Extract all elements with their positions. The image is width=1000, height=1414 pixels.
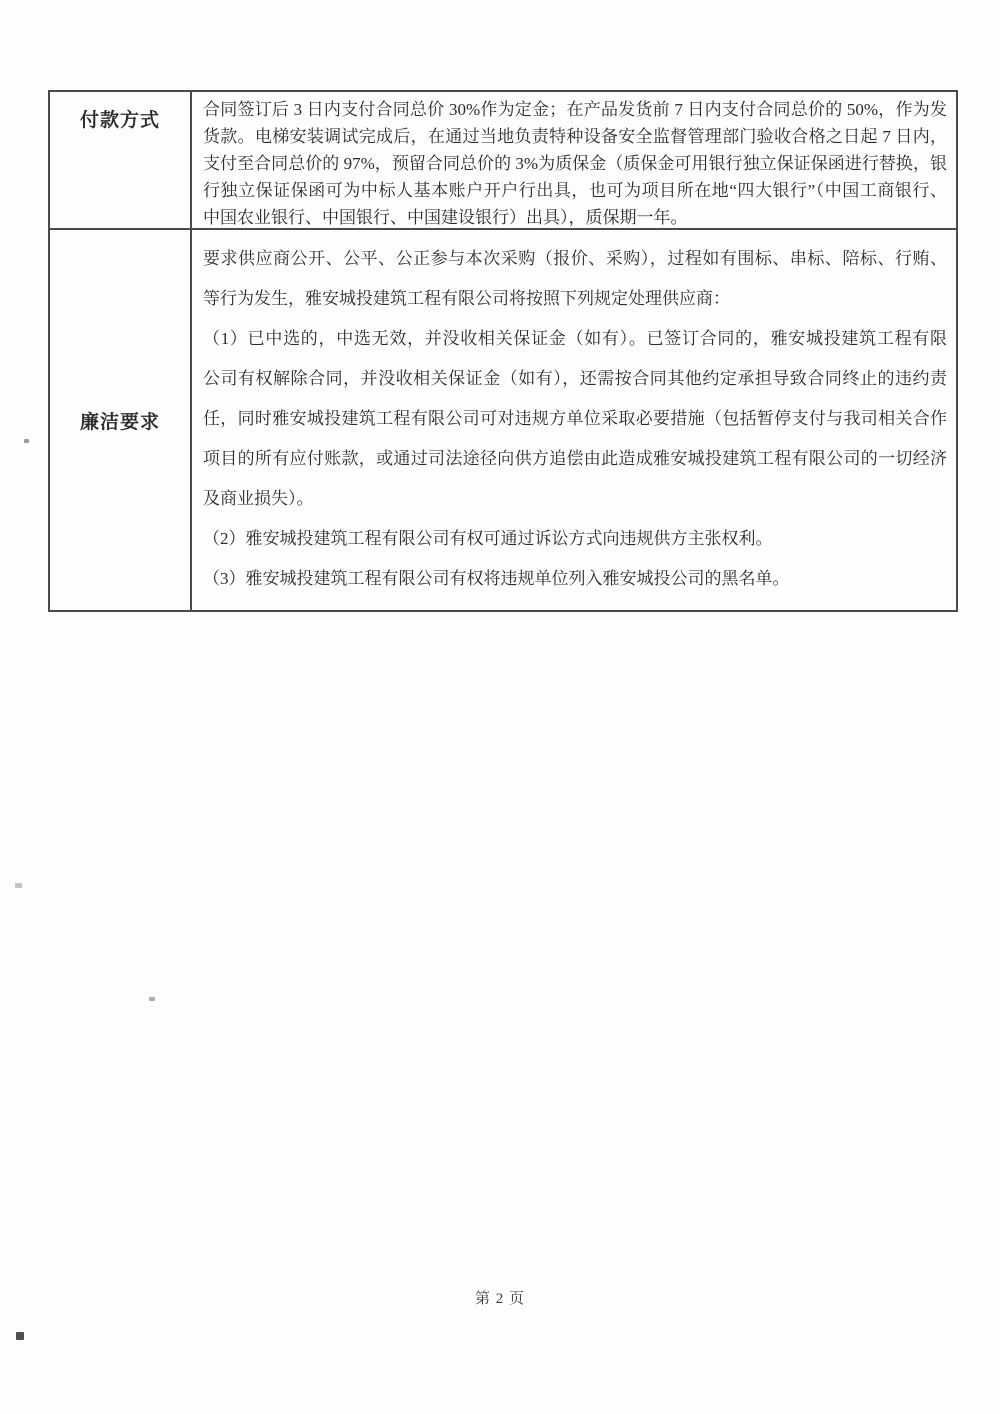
payment-method-content <box>192 92 956 228</box>
payment-text-line: 货款。电梯安装调试完成后，在通过当地负责特种设备安全监督管理部门验收合格之日起 7 日内， <box>203 127 947 146</box>
payment-method-label: 付款方式 <box>50 92 192 228</box>
integrity-text-line: 要求供应商公开、公平、公正参与本次采购（报价、采购），过程如有围标、串标、陪标、行贿、 <box>203 249 947 268</box>
integrity-text-line: （2）雅安城投建筑工程有限公司有权可通过诉讼方式向违规供方主张权利。 <box>203 529 773 548</box>
payment-text-line: 合同签订后 3 日内支付合同总价 30%作为定金；在产品发货前 7 日内支付合同总价的 50%，作为发 <box>203 100 947 119</box>
payment-text-line: 行独立保证保函可为中标人基本账户开户行出具，也可为项目所在地“四大银行”（中国工商银行、 <box>203 181 947 200</box>
scan-artifact <box>15 883 22 888</box>
table-row-integrity-requirements <box>50 228 956 610</box>
scan-artifact <box>24 439 29 443</box>
table-row-payment-method <box>50 92 956 228</box>
integrity-text-line: 项目的所有应付账款，或通过司法途径向供方追偿由此造成雅安城投建筑工程有限公司的一切经济 <box>203 449 947 468</box>
page-number-footer: 第 2 页 <box>474 1291 525 1307</box>
integrity-text-line: （3）雅安城投建筑工程有限公司有权将违规单位列入雅安城投公司的黑名单。 <box>203 569 790 588</box>
integrity-text-line: （1）已中选的，中选无效，并没收相关保证金（如有）。已签订合同的，雅安城投建筑工程有限 <box>203 329 947 348</box>
integrity-text-line: 公司有权解除合同，并没收相关保证金（如有），还需按合同其他约定承担导致合同终止的违约责 <box>203 369 947 388</box>
integrity-text-line: 及商业损失）。 <box>203 489 314 508</box>
integrity-requirements-label: 廉洁要求 <box>50 230 192 610</box>
integrity-text-line: 等行为发生，雅安城投建筑工程有限公司将按照下列规定处理供应商： <box>203 289 730 308</box>
terms-table <box>48 90 958 612</box>
integrity-requirements-content <box>192 230 956 610</box>
scan-artifact <box>149 997 155 1001</box>
payment-text-line: 中国农业银行、中国银行、中国建设银行）出具），质保期一年。 <box>203 208 688 227</box>
integrity-text-line: 任，同时雅安城投建筑工程有限公司可对违规方单位采取必要措施（包括暂停支付与我司相关合作 <box>203 409 947 428</box>
payment-text-line: 支付至合同总价的 97%，预留合同总价的 3%为质保金（质保金可用银行独立保证保函进行替换，银 <box>203 154 947 173</box>
scan-artifact <box>16 1332 24 1340</box>
